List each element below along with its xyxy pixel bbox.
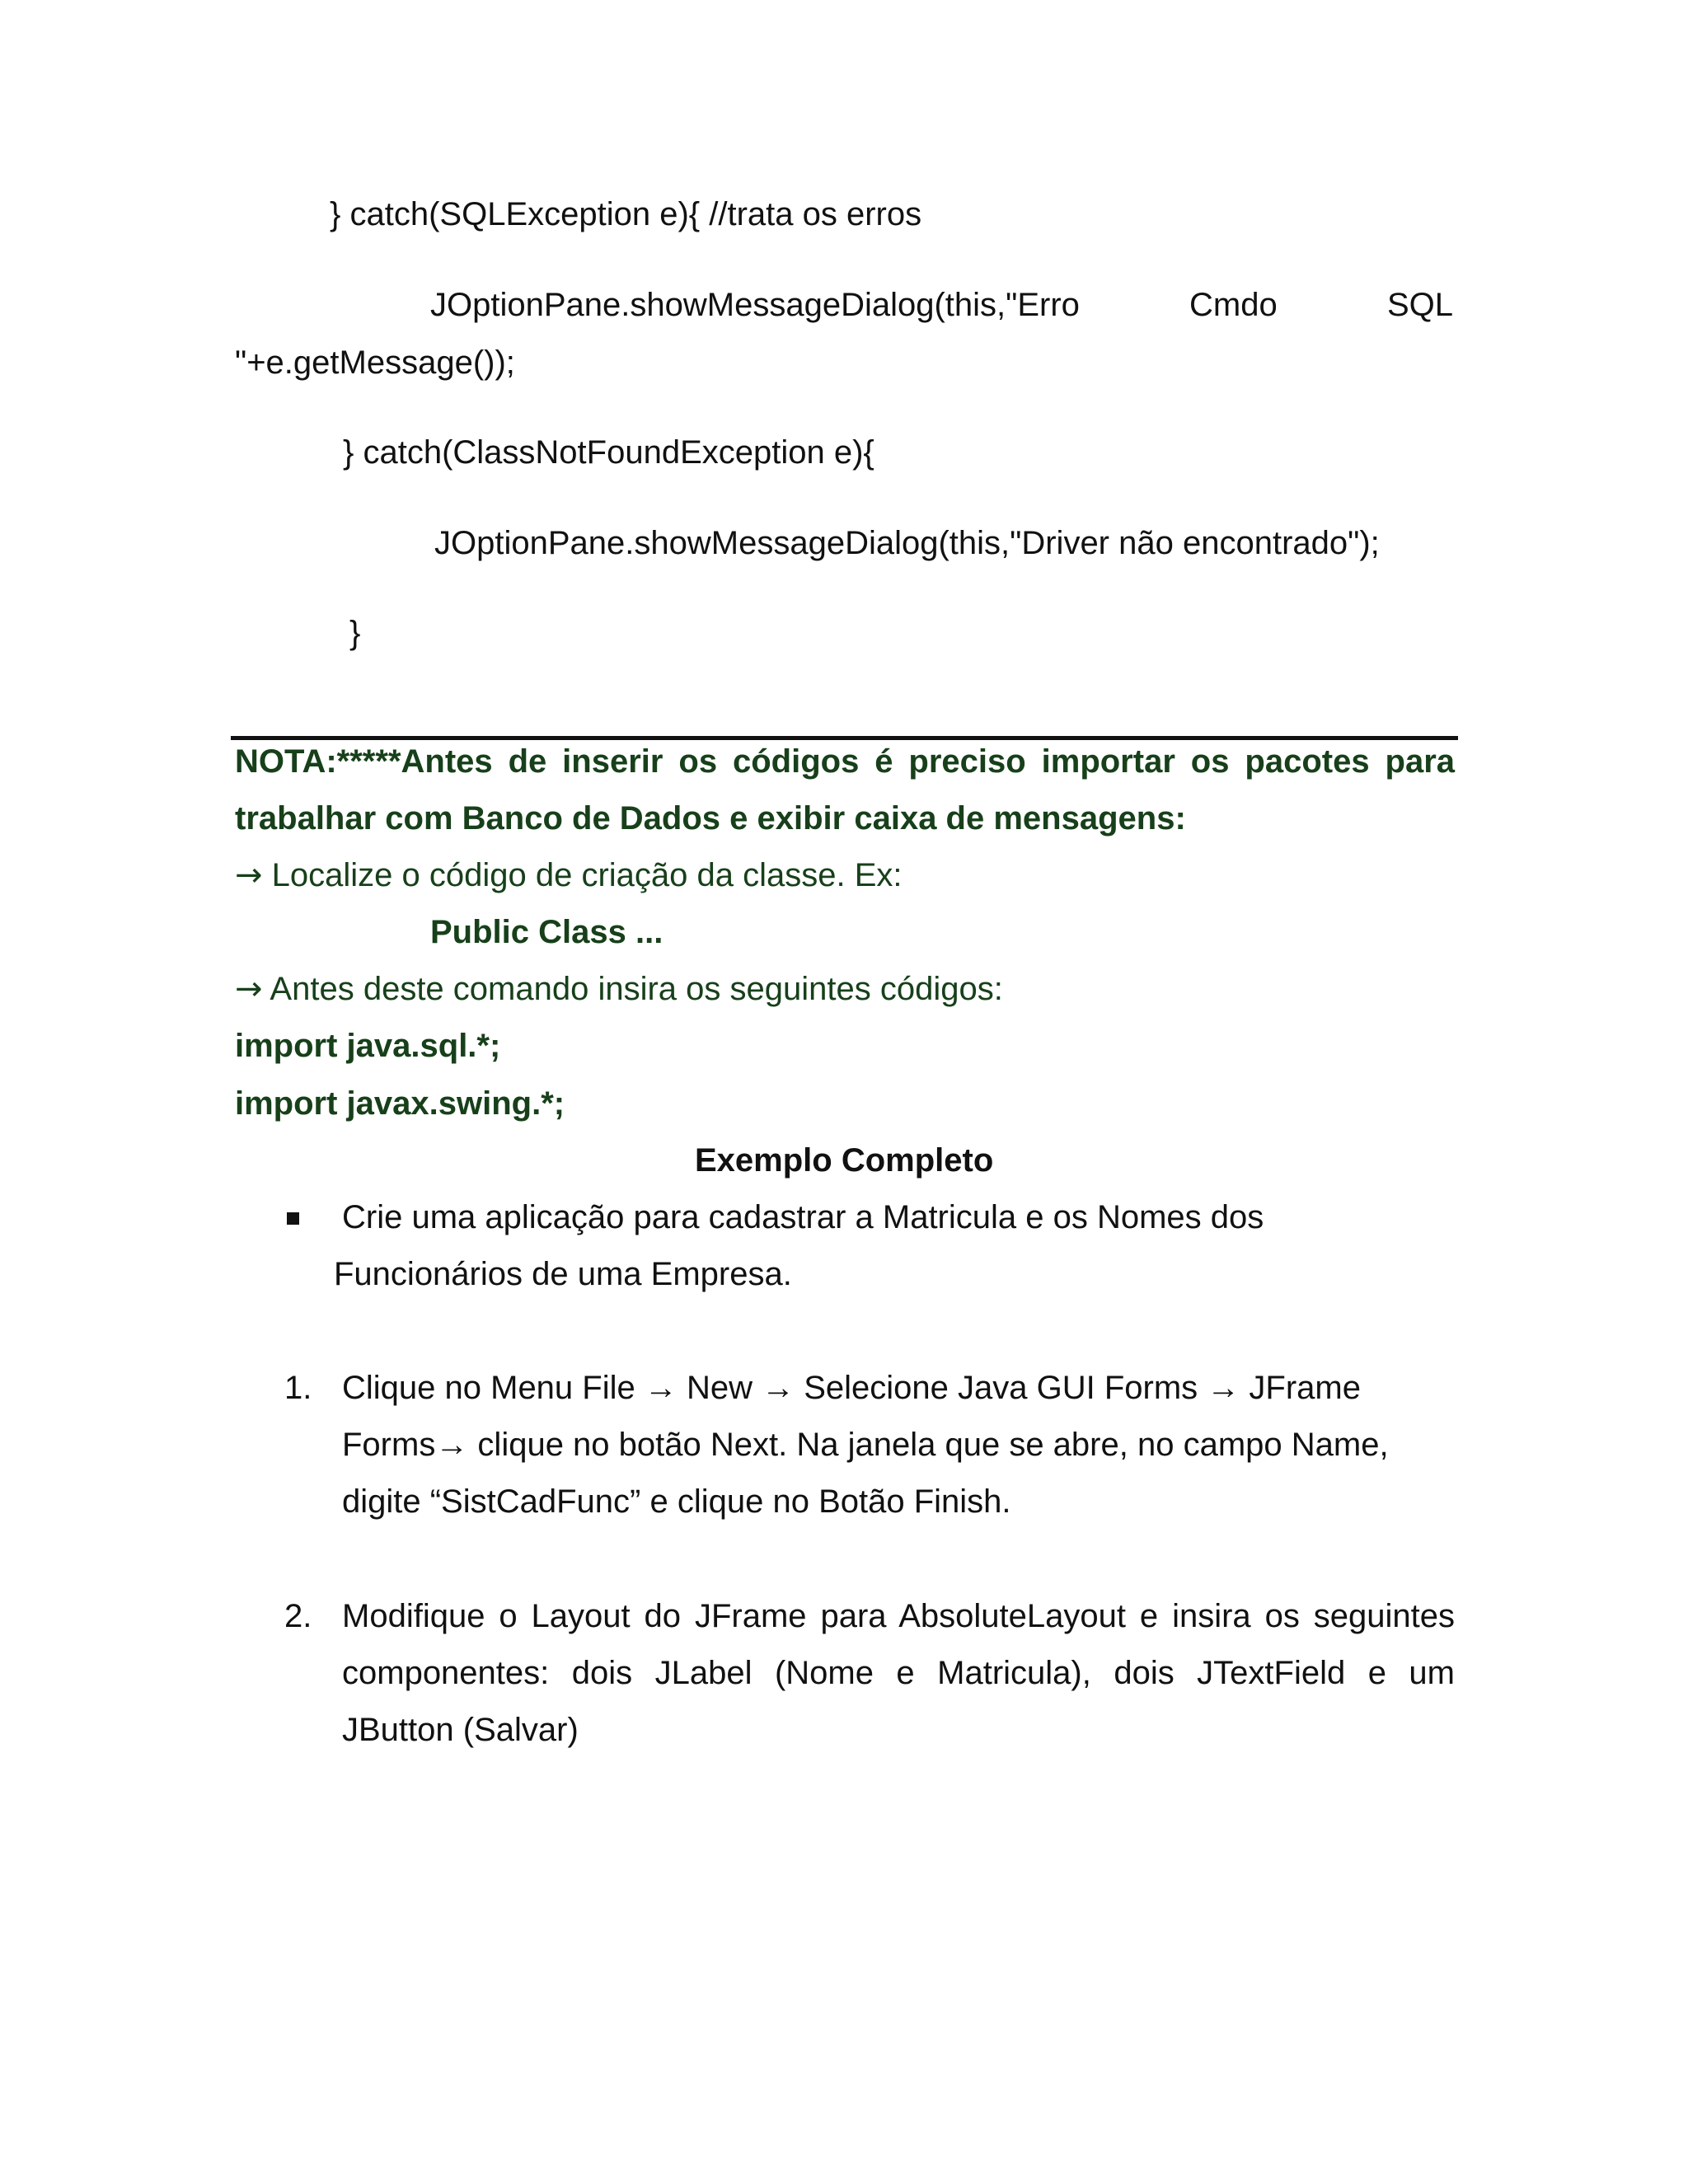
arrow-icon: → bbox=[235, 856, 263, 894]
item1-line2: Forms→ clique no botão Next. Na janela que se abre, no campo Name, bbox=[342, 1427, 1389, 1463]
code-catch-sql: } catch(SQLException e){ //trata os erros bbox=[330, 196, 922, 232]
item2-line3: JButton (Salvar) bbox=[342, 1712, 579, 1748]
code-close-brace: } bbox=[349, 615, 361, 651]
code-msg-sql-part3: SQL bbox=[1387, 287, 1454, 323]
list-number-2: 2. bbox=[284, 1598, 312, 1634]
code-msg-sql-part2: Cmdo bbox=[1189, 287, 1278, 323]
item2-line2: componentes: dois JLabel (Nome e Matricula), dois JTextField e um bbox=[342, 1655, 1455, 1691]
nota-step2 bbox=[235, 969, 1003, 1009]
section-divider bbox=[231, 736, 1458, 740]
code-msg-driver: JOptionPane.showMessageDialog(this,"Driver não encontrado"); bbox=[434, 525, 1380, 561]
nota-import-swing: import javax.swing.*; bbox=[235, 1085, 565, 1122]
nota-line1: NOTA:*****Antes de inserir os códigos é preciso importar os pacotes para bbox=[235, 743, 1455, 780]
code-msg-sql-cont: "+e.getMessage()); bbox=[235, 344, 515, 381]
code-catch-class: } catch(ClassNotFoundException e){ bbox=[343, 434, 874, 471]
item1-line3: digite “SistCadFunc” e clique no Botão Finish. bbox=[342, 1483, 1011, 1520]
bullet-line1: Crie uma aplicação para cadastrar a Matricula e os Nomes dos bbox=[342, 1199, 1264, 1235]
nota-public-class: Public Class ... bbox=[430, 914, 663, 950]
nota-import-sql: import java.sql.*; bbox=[235, 1028, 501, 1064]
list-number-1: 1. bbox=[284, 1370, 312, 1406]
item2-line1: Modifique o Layout do JFrame para AbsoluteLayout e insira os seguintes bbox=[342, 1598, 1455, 1634]
code-msg-sql-part1: JOptionPane.showMessageDialog(this,"Erro bbox=[430, 287, 1080, 323]
square-bullet-icon bbox=[287, 1212, 299, 1225]
bullet-line2: Funcionários de uma Empresa. bbox=[334, 1256, 792, 1292]
item1-line1: Clique no Menu File → New → Selecione Java GUI Forms → JFrame bbox=[342, 1370, 1361, 1406]
nota-line2: trabalhar com Banco de Dados e exibir caixa de mensagens: bbox=[235, 800, 1186, 837]
nota-step1 bbox=[235, 855, 903, 895]
nota-step2-text: Antes deste comando insira os seguintes códigos: bbox=[270, 971, 1003, 1007]
exemplo-title: Exemplo Completo bbox=[695, 1142, 994, 1179]
nota-step1-text: Localize o código de criação da classe. Ex: bbox=[271, 857, 903, 893]
arrow-icon: → bbox=[235, 970, 263, 1008]
